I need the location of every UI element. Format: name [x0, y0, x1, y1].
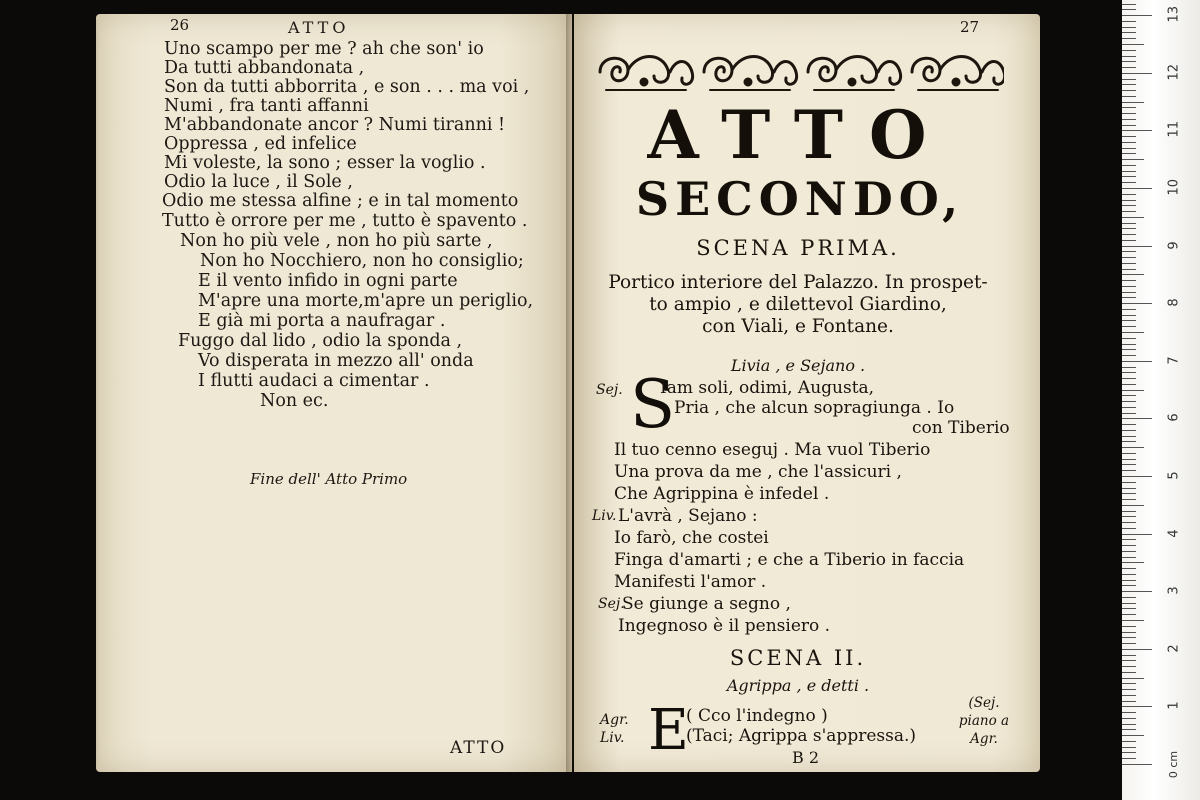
ruler-tick	[1122, 678, 1144, 679]
ruler-tick	[1122, 706, 1152, 707]
page-edge	[96, 20, 98, 768]
ruler-tick	[1122, 73, 1152, 74]
ruler-tick	[1122, 280, 1136, 281]
end-of-act-note: Fine dell' Atto Primo	[250, 470, 408, 488]
aside-line: piano a	[958, 713, 1010, 729]
measuring-ruler	[1122, 0, 1200, 800]
ruler-tick	[1122, 102, 1144, 103]
ruler-tick	[1122, 50, 1136, 51]
ruler-tick	[1122, 418, 1152, 419]
ruler-tick	[1122, 568, 1136, 569]
verse-line: Non ho Nocchiero, non ho consiglio;	[200, 251, 524, 271]
ruler-tick	[1122, 528, 1136, 529]
dialogue-line: (Taci; Agrippa s'appressa.)	[686, 726, 917, 746]
ruler-tick	[1122, 142, 1136, 143]
ruler-tick	[1122, 729, 1136, 730]
ruler-tick	[1122, 119, 1136, 120]
open-book	[96, 14, 1046, 774]
ruler-tick	[1122, 585, 1136, 586]
ruler-tick	[1122, 344, 1136, 345]
speaker-label: Sej.	[598, 596, 625, 612]
ruler-tick	[1122, 159, 1144, 160]
ruler-number: 10	[1166, 178, 1182, 196]
ruler-tick	[1122, 125, 1136, 126]
ruler-number: 9	[1166, 240, 1182, 250]
ruler-tick	[1122, 701, 1136, 702]
right-page	[574, 14, 1040, 772]
ruler-tick	[1122, 297, 1136, 298]
ruler-tick	[1122, 355, 1136, 356]
ruler-tick	[1122, 56, 1136, 57]
verse-line: Da tutti abbandonata ,	[164, 58, 365, 78]
dialogue-line: Il tuo cenno eseguj . Ma vuol Tiberio	[614, 440, 931, 460]
ruler-tick	[1122, 113, 1136, 114]
ruler-tick	[1122, 223, 1136, 224]
ruler-tick	[1122, 217, 1144, 218]
ruler-number: 7	[1166, 356, 1182, 365]
verse-line: Oppressa , ed infelice	[164, 134, 357, 154]
verse-line: Numi , fra tanti affanni	[164, 96, 369, 116]
ruler-tick	[1122, 557, 1136, 558]
ruler-tick	[1122, 735, 1144, 736]
verse-line: M'apre una morte,m'apre un periglio,	[198, 291, 534, 311]
verse-line: Fuggo dal lido , odio la sponda ,	[178, 331, 463, 351]
act-subtitle: SECONDO,	[635, 172, 965, 226]
ruler-tick	[1122, 148, 1136, 149]
ruler-tick	[1122, 499, 1136, 500]
ruler-tick	[1122, 165, 1136, 166]
ruler-tick	[1122, 718, 1136, 719]
ruler-tick	[1122, 603, 1136, 604]
ruler-tick	[1122, 395, 1136, 396]
ruler-tick	[1122, 712, 1136, 713]
ruler-tick	[1122, 27, 1136, 28]
ruler-tick	[1122, 286, 1136, 287]
ruler-tick	[1122, 44, 1144, 45]
ruler-tick	[1122, 320, 1136, 321]
dialogue-line: Io farò, che costei	[614, 528, 769, 548]
ruler-tick	[1122, 390, 1144, 391]
ruler-tick	[1122, 551, 1136, 552]
ruler-tick	[1122, 234, 1136, 235]
ruler-number: 11	[1166, 121, 1182, 138]
dialogue-line: Finga d'amarti ; e che a Tiberio in faccia	[614, 550, 965, 570]
ruler-tick	[1122, 38, 1136, 39]
ruler-tick	[1122, 649, 1152, 650]
drop-cap: S	[630, 366, 676, 443]
verse-line: Non ec.	[260, 391, 329, 411]
ruler-tick	[1122, 476, 1152, 477]
scene-two-heading: SCENA II.	[729, 646, 867, 670]
speaker-label: Liv.	[600, 730, 625, 746]
ruler-tick	[1122, 338, 1136, 339]
verse-line: Uno scampo per me ? ah che son' io	[164, 39, 484, 59]
ruler-tick	[1122, 61, 1136, 62]
ruler-tick	[1122, 413, 1136, 414]
ruler-tick	[1122, 655, 1136, 656]
verse-line: Vo disperata in mezzo all' onda	[198, 351, 474, 371]
ruler-tick	[1122, 84, 1136, 85]
ruler-tick	[1122, 741, 1136, 742]
ruler-tick	[1122, 274, 1144, 275]
ruler-tick	[1122, 9, 1136, 10]
ruler-tick	[1122, 257, 1136, 258]
ruler-tick	[1122, 470, 1136, 471]
ruler-tick	[1122, 632, 1136, 633]
ruler-tick	[1122, 407, 1136, 408]
ruler-tick	[1122, 211, 1136, 212]
verse-line: E già mi porta a naufragar .	[198, 311, 446, 331]
speaker-label: Agr.	[600, 712, 629, 728]
verse-line: Odio la luce , il Sole ,	[164, 172, 353, 192]
ruler-tick	[1122, 107, 1136, 108]
verse-line: M'abbandonate ancor ? Numi tiranni !	[164, 115, 506, 135]
aside-line: (Sej.	[968, 695, 1000, 711]
ruler-tick	[1122, 689, 1136, 690]
verse-line: Tutto è orrore per me , tutto è spavento .	[162, 211, 528, 231]
ruler-tick	[1122, 188, 1152, 189]
ruler-tick	[1122, 79, 1136, 80]
dialogue-line: Pria , che alcun sopragiunga . Io	[674, 398, 955, 418]
ruler-tick	[1122, 130, 1152, 131]
ruler-tick	[1122, 666, 1136, 667]
ruler-tick	[1122, 251, 1136, 252]
ruler-tick	[1122, 136, 1136, 137]
ruler-tick	[1122, 315, 1136, 316]
ruler-tick	[1122, 441, 1136, 442]
ruler-tick	[1122, 493, 1136, 494]
ruler-tick	[1122, 424, 1136, 425]
ruler-number: 12	[1166, 63, 1182, 81]
ruler-tick	[1122, 608, 1136, 609]
ruler-tick	[1122, 580, 1136, 581]
scene-one-heading: SCENA PRIMA.	[696, 236, 900, 260]
ruler-tick	[1122, 303, 1152, 304]
ruler-number: 3	[1166, 586, 1182, 595]
speaker-label: Sej.	[596, 382, 623, 398]
dialogue-line: ( Cco l'indegno )	[686, 706, 828, 726]
ruler-tick	[1122, 378, 1136, 379]
ruler-tick	[1122, 4, 1136, 5]
ruler-tick	[1122, 430, 1136, 431]
ruler-tick	[1122, 482, 1136, 483]
ruler-tick	[1122, 516, 1136, 517]
verse-line: I flutti audaci a cimentar .	[198, 371, 430, 391]
ruler-tick	[1122, 32, 1136, 33]
ruler-tick	[1122, 96, 1136, 97]
ruler-tick	[1122, 246, 1152, 247]
ruler-tick	[1122, 574, 1136, 575]
ruler-tick	[1122, 90, 1136, 91]
dialogue-line: Che Agrippina è infedel .	[614, 484, 830, 504]
speaker-label: Liv.	[592, 508, 617, 524]
ruler-tick	[1122, 309, 1136, 310]
verse-line: E il vento infido in ogni parte	[198, 271, 458, 291]
ruler-tick	[1122, 326, 1136, 327]
ruler-tick	[1122, 505, 1144, 506]
dialogue-line: L'avrà , Sejano :	[618, 506, 758, 526]
ruler-tick	[1122, 660, 1136, 661]
ruler-tick	[1122, 361, 1152, 362]
ruler-tick	[1122, 459, 1136, 460]
ruler-tick	[1122, 367, 1136, 368]
ruler-tick	[1122, 332, 1144, 333]
ruler-tick	[1122, 153, 1136, 154]
ruler-tick	[1122, 643, 1136, 644]
ruler-tick	[1122, 672, 1136, 673]
drop-cap: E	[648, 698, 689, 763]
ruler-tick	[1122, 228, 1136, 229]
stage-aside	[954, 694, 1014, 748]
act-title: ATTO	[647, 96, 953, 174]
ruler-tick	[1122, 176, 1136, 177]
setting-line: con Viali, e Fontane.	[702, 316, 894, 337]
verse-line: Non ho più vele , non ho più sarte ,	[180, 231, 493, 251]
ruler-tick	[1122, 620, 1144, 621]
ruler-tick	[1122, 695, 1136, 696]
dialogue-line: Una prova da me , che l'assicuri ,	[614, 462, 902, 482]
ruler-tick	[1122, 436, 1136, 437]
ruler-tick	[1122, 597, 1136, 598]
ruler-number: 4	[1166, 528, 1182, 538]
ruler-tick	[1122, 747, 1136, 748]
right-page-number: 27	[960, 18, 980, 36]
ruler-number: 2	[1166, 644, 1182, 653]
ruler-tick	[1122, 200, 1136, 201]
left-running-head: ATTO	[288, 18, 350, 37]
ruler-tick	[1122, 539, 1136, 540]
ruler-tick	[1122, 182, 1136, 183]
catchword: ATTO	[450, 738, 507, 758]
ruler-tick	[1122, 488, 1136, 489]
ruler-tick	[1122, 637, 1136, 638]
ruler-tick	[1122, 349, 1136, 350]
dialogue-line: Iam soli, odimi, Augusta,	[660, 378, 875, 398]
verse-line: Son da tutti abborrita , e son . . . ma voi ,	[164, 77, 530, 97]
aside-line: Agr.	[970, 731, 998, 747]
ruler-tick	[1122, 194, 1136, 195]
dialogue-line: con Tiberio	[912, 418, 1010, 438]
ruler-tick	[1122, 522, 1136, 523]
ruler-tick	[1122, 21, 1136, 22]
ruler-tick	[1122, 626, 1136, 627]
setting-line: to ampio , e dilettevol Giardino,	[649, 294, 947, 315]
ruler-tick	[1122, 453, 1136, 454]
ruler-tick	[1122, 67, 1136, 68]
left-page-number: 26	[170, 16, 190, 34]
ruler-number: 6	[1166, 413, 1182, 423]
ruler-unit-label: 0 cm	[1167, 750, 1181, 779]
ruler-tick	[1122, 614, 1136, 615]
ruler-tick	[1122, 464, 1136, 465]
decorative-headpiece	[592, 42, 1004, 98]
verse-line: Odio me stessa alfine ; e in tal momento	[162, 191, 519, 211]
dialogue-line: Se giunge a segno ,	[622, 594, 791, 614]
ruler-tick	[1122, 764, 1152, 765]
ruler-tick	[1122, 292, 1136, 293]
ruler-tick	[1122, 562, 1144, 563]
ruler-tick	[1122, 372, 1136, 373]
ruler-tick	[1122, 384, 1136, 385]
ruler-tick	[1122, 447, 1144, 448]
ruler-tick	[1122, 240, 1136, 241]
ruler-tick	[1122, 401, 1136, 402]
setting-line: Portico interiore del Palazzo. In prospet-	[608, 272, 988, 293]
ruler-tick	[1122, 263, 1136, 264]
ruler-number: 8	[1166, 298, 1182, 307]
left-page	[96, 14, 572, 772]
ruler-tick	[1122, 269, 1136, 270]
ruler-tick	[1122, 205, 1136, 206]
dialogue-line: Manifesti l'amor .	[614, 572, 767, 592]
ruler-number: 1	[1166, 701, 1182, 711]
ruler-tick	[1122, 15, 1152, 16]
ruler-tick	[1122, 752, 1136, 753]
ruler-tick	[1122, 511, 1136, 512]
ruler-number: 13	[1166, 6, 1182, 23]
ruler-tick	[1122, 724, 1136, 725]
scene-setting	[588, 272, 1008, 338]
scene-one-characters: Livia , e Sejano .	[730, 356, 866, 375]
scene-two-characters: Agrippa , e detti .	[726, 676, 870, 695]
ruler-tick	[1122, 683, 1136, 684]
verse-line: Mi voleste, la sono ; esser la voglio .	[164, 153, 486, 173]
ruler-tick	[1122, 534, 1152, 535]
dialogue-line: Ingegnoso è il pensiero .	[618, 616, 831, 636]
ruler-number: 5	[1166, 471, 1182, 480]
signature-mark: B 2	[792, 748, 820, 767]
ruler-tick	[1122, 545, 1136, 546]
ruler-tick	[1122, 171, 1136, 172]
ruler-tick	[1122, 591, 1152, 592]
ruler-tick	[1122, 758, 1136, 759]
